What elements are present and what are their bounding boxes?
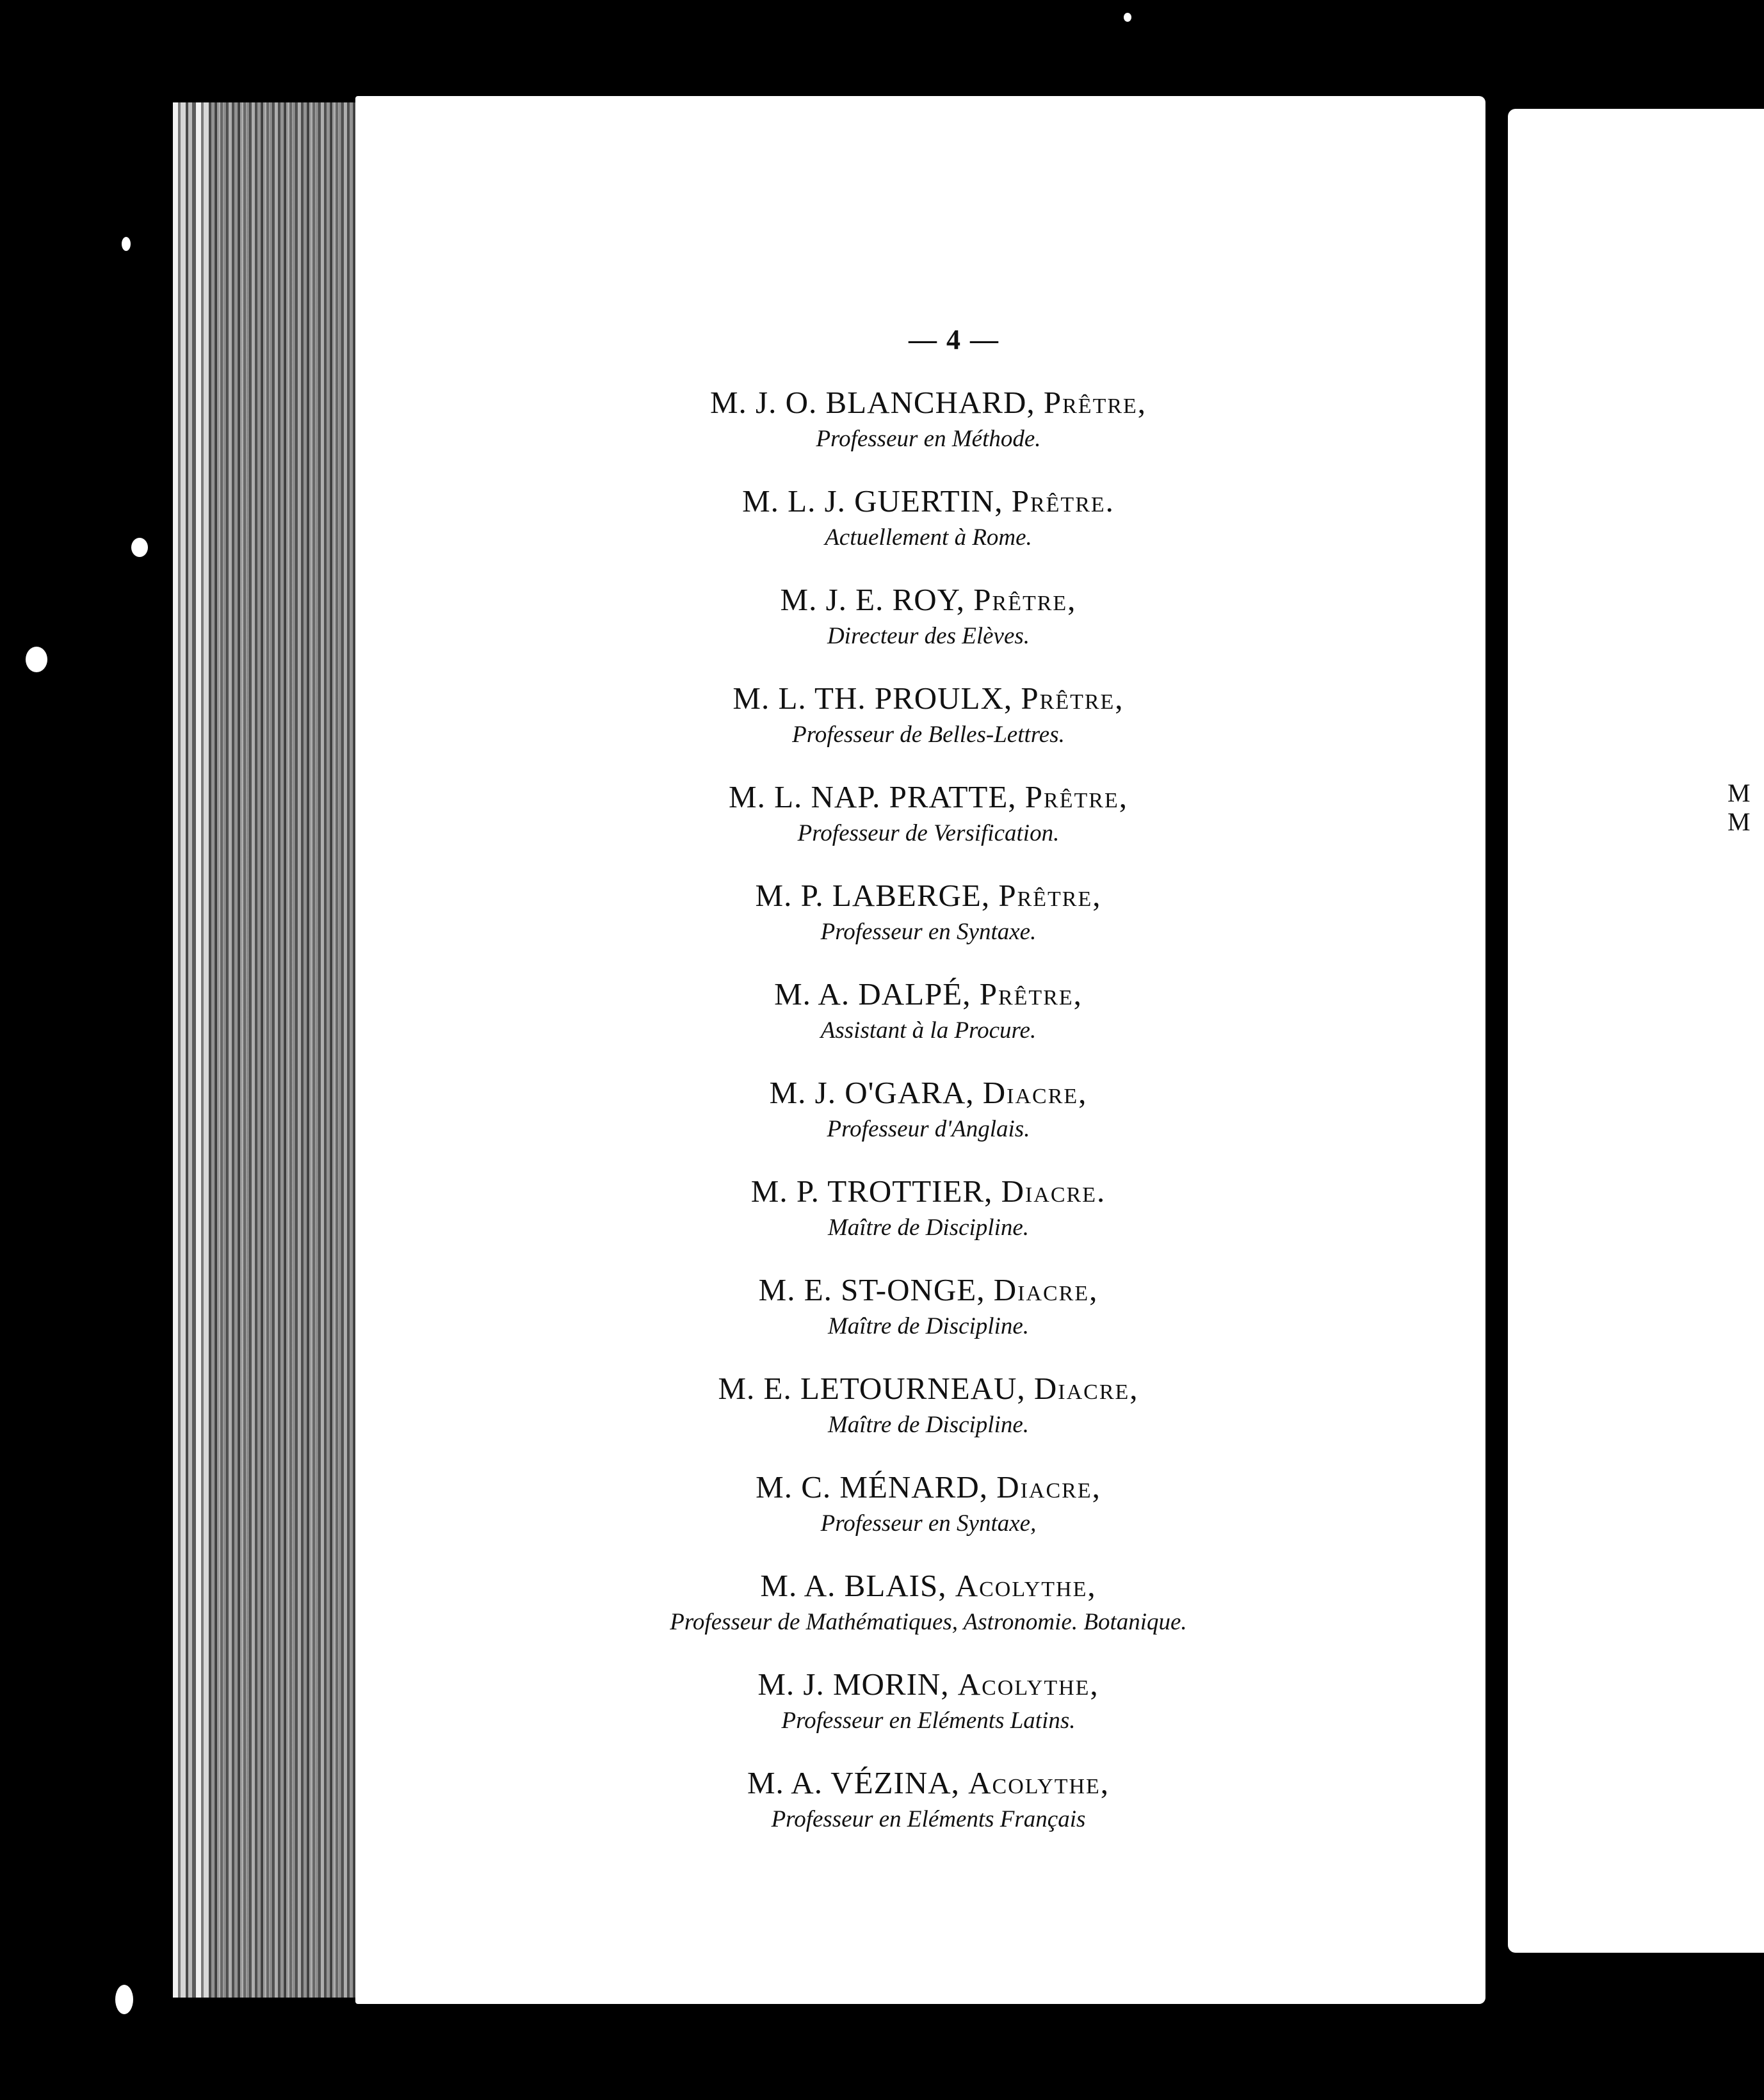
staff-name-line — [563, 1073, 1293, 1113]
staff-title: Prêtre. — [1011, 483, 1115, 519]
staff-title: Acolythe, — [957, 1667, 1099, 1702]
staff-name: M. J. O'GARA, — [769, 1075, 975, 1110]
staff-name-line — [563, 1763, 1293, 1803]
staff-title: Diacre, — [1033, 1371, 1139, 1406]
right-page — [1508, 109, 1764, 1953]
staff-name: M. E. ST-ONGE, — [758, 1272, 985, 1307]
staff-entry — [563, 1270, 1293, 1369]
staff-name: M. J. E. ROY, — [780, 582, 966, 617]
staff-role: Professeur de Belles-Lettres. — [792, 722, 1065, 748]
staff-name: M. L. TH. PROULX, — [732, 681, 1013, 716]
staff-name: M. A. VÉZINA, — [747, 1765, 960, 1800]
staff-entry — [563, 1665, 1293, 1763]
staff-entry — [563, 1369, 1293, 1467]
staff-entry — [563, 974, 1293, 1073]
staff-title: Prêtre, — [1043, 385, 1147, 420]
staff-title: Diacre, — [993, 1272, 1099, 1307]
staff-name: M. P. LABERGE, — [755, 878, 991, 913]
staff-name-line — [563, 1369, 1293, 1409]
staff-name-line — [563, 481, 1293, 521]
staff-role: Professeur en Syntaxe, — [820, 1510, 1037, 1537]
staff-title: Prêtre, — [979, 976, 1083, 1012]
staff-name-line — [563, 383, 1293, 423]
staff-role: Maître de Discipline. — [827, 1313, 1030, 1339]
staff-entry — [563, 481, 1293, 580]
staff-name: M. P. TROTTIER, — [750, 1174, 993, 1209]
staff-name-line — [563, 1566, 1293, 1606]
staff-name-line — [563, 580, 1293, 620]
staff-entry — [563, 876, 1293, 974]
staff-title: Diacre, — [996, 1469, 1101, 1505]
staff-name: M. J. O. BLANCHARD, — [709, 385, 1035, 420]
staff-name: M. C. MÉNARD, — [756, 1469, 988, 1505]
staff-role: Professeur de Mathématiques, Astronomie. Botanique. — [670, 1609, 1187, 1635]
staff-role: Directeur des Elèves. — [827, 623, 1030, 649]
staff-role: Maître de Discipline. — [827, 1412, 1030, 1438]
staff-name-line — [563, 1467, 1293, 1507]
staff-name-line — [563, 679, 1293, 718]
staff-entry — [563, 383, 1293, 481]
staff-name: M. A. BLAIS, — [760, 1568, 947, 1603]
staff-name-line — [563, 1270, 1293, 1310]
staff-title: Prêtre, — [1024, 779, 1128, 814]
staff-entry — [563, 580, 1293, 679]
page-number: — 4 — — [909, 324, 999, 355]
staff-title: Diacre, — [982, 1075, 1088, 1110]
staff-entry — [563, 1763, 1293, 1862]
staff-title: Prêtre, — [973, 582, 1077, 617]
staff-title: Acolythe, — [955, 1568, 1097, 1603]
staff-role: Actuellement à Rome. — [825, 524, 1032, 551]
staff-name-line — [563, 876, 1293, 916]
staff-role: Assistant à la Procure. — [820, 1017, 1037, 1044]
staff-role: Professeur en Eléments Latins. — [781, 1708, 1076, 1734]
staff-name-line — [563, 1172, 1293, 1211]
staff-title: Prêtre, — [1021, 681, 1124, 716]
staff-entry — [563, 679, 1293, 777]
staff-role: Maître de Discipline. — [827, 1215, 1030, 1241]
staff-name-line — [563, 777, 1293, 817]
staff-name: M. E. LETOURNEAU, — [718, 1371, 1026, 1406]
staff-name: M. L. NAP. PRATTE, — [729, 779, 1017, 814]
staff-entry — [563, 1073, 1293, 1172]
staff-list — [563, 383, 1293, 1862]
staff-entry — [563, 777, 1293, 876]
staff-name: M. A. DALPÉ, — [774, 976, 971, 1012]
right-page-fragment-1: M — [1728, 779, 1751, 807]
staff-role: Professeur en Méthode. — [816, 426, 1041, 452]
staff-title: Acolythe, — [968, 1765, 1110, 1800]
staff-entry — [563, 1467, 1293, 1566]
staff-name: M. L. J. GUERTIN, — [742, 483, 1003, 519]
staff-role: Professeur en Eléments Français — [771, 1806, 1086, 1832]
staff-role: Professeur de Versification. — [797, 820, 1060, 846]
staff-title: Diacre. — [1001, 1174, 1106, 1209]
staff-name-line — [563, 1665, 1293, 1704]
staff-name: M. J. MORIN, — [757, 1667, 950, 1702]
right-page-fragment-2: M — [1728, 807, 1751, 836]
book-edge-shadow — [211, 102, 365, 1998]
staff-name-line — [563, 974, 1293, 1014]
staff-entry — [563, 1566, 1293, 1665]
staff-entry — [563, 1172, 1293, 1270]
staff-title: Prêtre, — [998, 878, 1102, 913]
staff-role: Professeur d'Anglais. — [827, 1116, 1030, 1142]
staff-role: Professeur en Syntaxe. — [820, 919, 1037, 945]
